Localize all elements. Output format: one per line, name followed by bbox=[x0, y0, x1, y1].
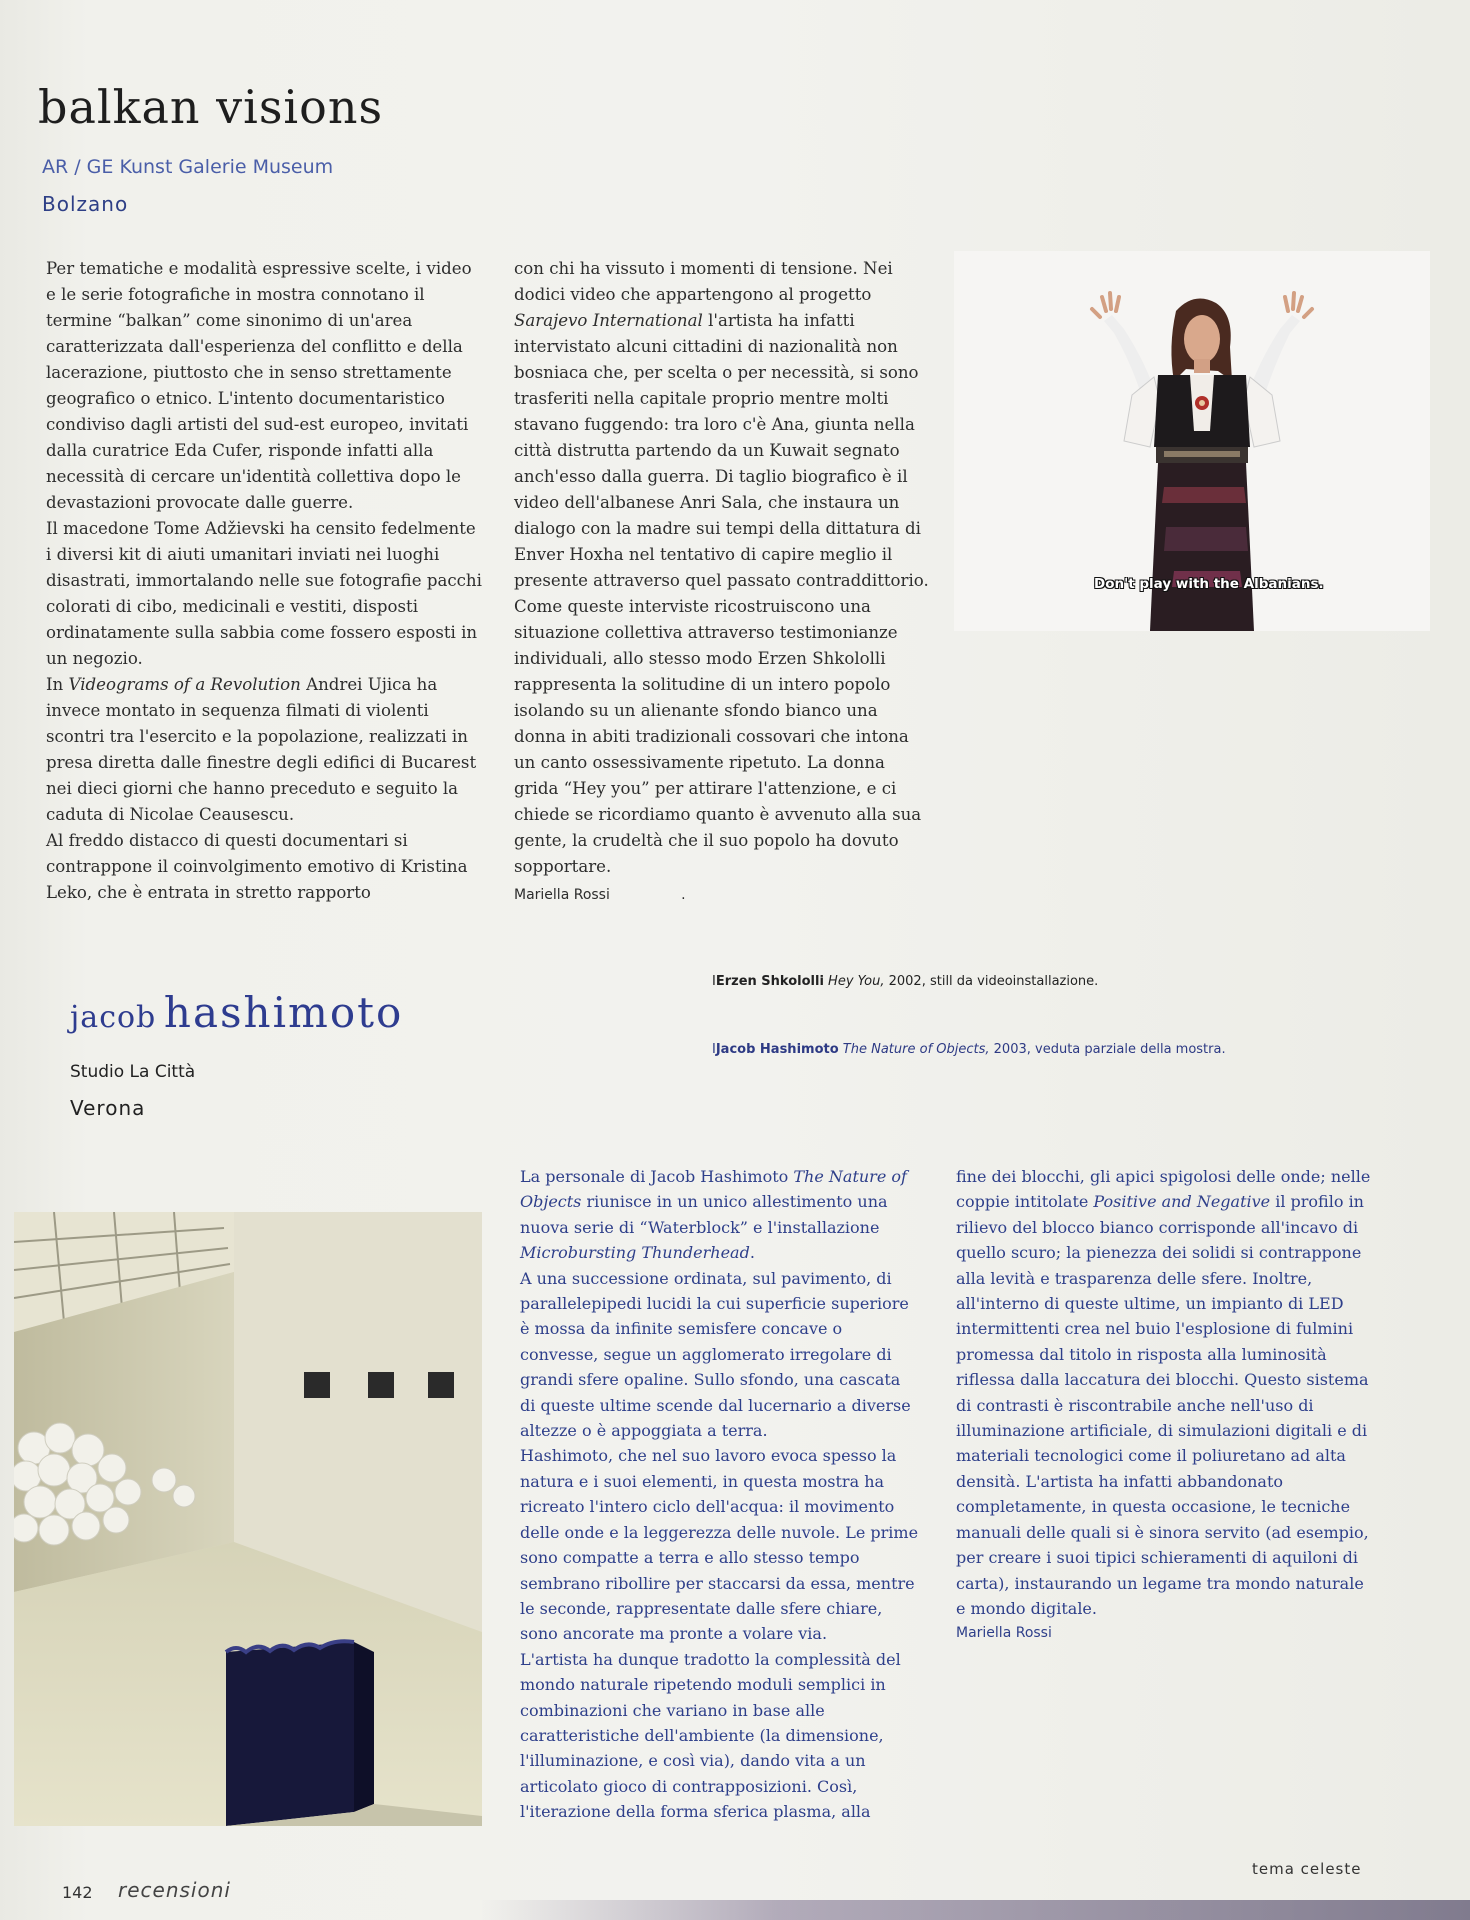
caption-artist: Jacob Hashimoto bbox=[715, 1042, 839, 1057]
work-title: Positive and Negative bbox=[1093, 1192, 1271, 1212]
page-edge-shadow bbox=[480, 1900, 1470, 1920]
work-title: Sarajevo International bbox=[514, 311, 703, 330]
text-run: Andrei Ujica ha invece montato in sequenza filmati di violenti scontri tra l'esercito e la popolazione, realizzati in presa diretta dalle finestre degli edifici di Bucarest nei dieci giorni che hanno preceduto e seguito la caduta di Nicolae Ceausescu. bbox=[46, 675, 477, 824]
article-title-balkan-visions: balkan visions bbox=[38, 80, 384, 134]
paragraph: L'artista ha dunque tradotto la complessità del mondo naturale ripetendo moduli semplici in combinazioni che variano in base alle caratteristiche dell'ambiente (la dimensione, l'illuminazione, e così via), dando vita a un articolato gioco di contrapposizioni. Così, l'iterazione della forma sferica plasma, alla bbox=[520, 1649, 901, 1822]
woman-figure-illustration bbox=[954, 251, 1430, 631]
caption-rest: 2002, still da videoinstallazione. bbox=[884, 974, 1099, 989]
venue-city: Verona bbox=[70, 1096, 146, 1120]
work-title: Videograms of a Revolution bbox=[68, 675, 301, 694]
caption-erzen-shkololli bbox=[712, 974, 1098, 989]
paragraph bbox=[956, 1164, 1376, 1621]
article-title-jacob-hashimoto bbox=[70, 988, 403, 1037]
author-trail: . bbox=[609, 887, 686, 903]
caption-work: The Nature of Objects, bbox=[842, 1042, 990, 1057]
caption-rest: 2003, veduta parziale della mostra. bbox=[989, 1042, 1226, 1057]
venue-name: AR / GE Kunst Galerie Museum bbox=[42, 156, 334, 178]
paragraph: Per tematiche e modalità espressive scelte, i video e le serie fotografiche in mostra connotano il termine “balkan” come sinonimo di un'area caratterizzata dall'esperienza del conflitto e della lacerazione, piuttosto che in senso strettamente geografico o etnico. L'intento documentaristico condiviso dagli artisti del sud-est europeo, invitati dalla curatrice Eda Cufer, risponde infatti alla necessità di cercare un'identità collettiva dopo le devastazioni provocate dalle guerre. bbox=[46, 259, 472, 512]
title-last-name: hashimoto bbox=[163, 988, 404, 1037]
author-name: Mariella Rossi bbox=[514, 887, 610, 903]
author-signature bbox=[514, 882, 934, 908]
section-name: recensioni bbox=[118, 1878, 231, 1902]
work-title: Microbursting Thunderhead bbox=[520, 1243, 750, 1263]
caption-bar: I bbox=[712, 1042, 716, 1057]
paragraph: Al freddo distacco di questi documentari si contrappone il coinvolgimento emotivo di Kristina Leko, che è entrata in stretto rapporto bbox=[46, 831, 468, 902]
paragraph bbox=[520, 1164, 920, 1266]
article2-column-2 bbox=[956, 1164, 1376, 1647]
photo-exhibition-view bbox=[14, 1212, 482, 1826]
text-run: con chi ha vissuto i momenti di tensione. Nei dodici video che appartengono al progetto bbox=[514, 259, 893, 304]
text-run: In bbox=[46, 675, 69, 694]
paragraph: Come queste interviste ricostruiscono una situazione collettiva attraverso testimonianze individuali, allo stesso modo Erzen Shkololli rappresenta la solitudine di un intero popolo isolando su un alienante sfondo bianco una donna in abiti tradizionali cossovari che intona un canto ossessivamente ripetuto. La donna grida “Hey you” per attirare l'attenzione, e ci chiede se ricordiamo quanto è avvenuto alla sua gente, la crudeltà che il suo popolo ha dovuto sopportare. bbox=[514, 597, 922, 876]
caption-bar: I bbox=[712, 974, 716, 989]
work-title: The Nature of Objects bbox=[520, 1167, 907, 1212]
article2-column-1 bbox=[520, 1164, 920, 1825]
text-run: il profilo in rilievo del blocco bianco corrisponde all'incavo di quello scuro; la pienezza dei solidi si contrappone alla levità e trasparenza delle sfere. Inoltre, all'interno di queste ultime, un impianto di LED intermittenti crea nel buio l'esplosione di fulmini promessa dal titolo in risposta alla luminosità riflessa dalla laccatura dei blocchi. Questo sistema di contrasti è riscontrabile anche nell'uso di illuminazione artificiale, di simulazioni digitali e di materiali tecnologici come il poliuretano ad alta densità. L'artista ha infatti abbandonato completamente, in questa occasione, le tecniche manuali delle quali si è sinora servito (ad esempio, per creare i suoi tipici schieramenti di aquiloni di carta), instaurando un legame tra mondo naturale e mondo digitale. bbox=[956, 1192, 1369, 1618]
caption-work: Hey You, bbox=[828, 974, 885, 989]
venue-city: Bolzano bbox=[42, 192, 129, 216]
photo-hey-you-still bbox=[954, 251, 1430, 631]
paragraph bbox=[46, 672, 486, 828]
gallery-room-illustration bbox=[14, 1212, 482, 1826]
venue-name: Studio La Città bbox=[70, 1062, 196, 1082]
text-run: La personale di Jacob Hashimoto bbox=[520, 1167, 794, 1186]
text-run: l'artista ha infatti intervistato alcuni cittadini di nazionalità non bosniaca che, per scelta o per necessità, si sono trasferiti nella capitale proprio mentre molti stavano fuggendo: tra loro c'è Ana, giunta nella città distrutta partendo da un Kuwait segnato anch'esso dalla guerra. Di taglio biografico è il video dell'albanese Anri Sala, che instaura un dialogo con la madre sui tempi della dittatura di Enver Hoxha nel tentativo di capire meglio il presente attraverso quel passato contraddittorio. bbox=[514, 311, 929, 590]
article1-column-1 bbox=[46, 256, 486, 906]
paragraph bbox=[514, 256, 934, 594]
article1-column-2 bbox=[514, 256, 934, 908]
title-first-name: jacob bbox=[70, 1000, 157, 1035]
magazine-name: tema celeste bbox=[1252, 1860, 1362, 1878]
paragraph: Hashimoto, che nel suo lavoro evoca spesso la natura e i suoi elementi, in questa mostra ha ricreato l'intero ciclo dell'acqua: il movimento delle onde e la leggerezza delle nuvole. Le prime sono compatte a terra e allo stesso tempo sembrano ribollire per staccarsi da essa, mentre le seconde, rappresentate dalle sfere chiare, sono ancorate ma pronte a volare via. bbox=[520, 1446, 919, 1644]
paragraph: A una successione ordinata, sul pavimento, di parallelepipedi lucidi la cui superficie superiore è mossa da infinite semisfere concave o convesse, segue un agglomerato irregolare di grandi sfere opaline. Sullo sfondo, una cascata di queste ultime scende dal lucernario a diverse altezze o è appoggiata a terra. bbox=[520, 1268, 911, 1441]
text-run: riunisce in un unico allestimento una nuova serie di “Waterblock” e l'installazione bbox=[520, 1192, 888, 1237]
paragraph: Il macedone Tome Adžievski ha censito fedelmente i diversi kit di aiuti umanitari inviati nei luoghi disastrati, immortalando nelle sue fotografie pacchi colorati di cibo, medicinali e vestiti, disposti ordinatamente sulla sabbia come fossero esposti in un negozio. bbox=[46, 519, 482, 668]
caption-jacob-hashimoto bbox=[712, 1042, 1226, 1057]
author-signature: Mariella Rossi bbox=[956, 1625, 1052, 1642]
page-number: 142 bbox=[62, 1883, 93, 1902]
caption-artist: Erzen Shkololli bbox=[715, 974, 824, 989]
text-run: fine dei blocchi, gli apici spigolosi delle onde; nelle coppie intitolate bbox=[956, 1167, 1371, 1212]
video-subtitle: Don't play with the Albanians. bbox=[1094, 576, 1324, 592]
text-run: . bbox=[749, 1243, 755, 1263]
